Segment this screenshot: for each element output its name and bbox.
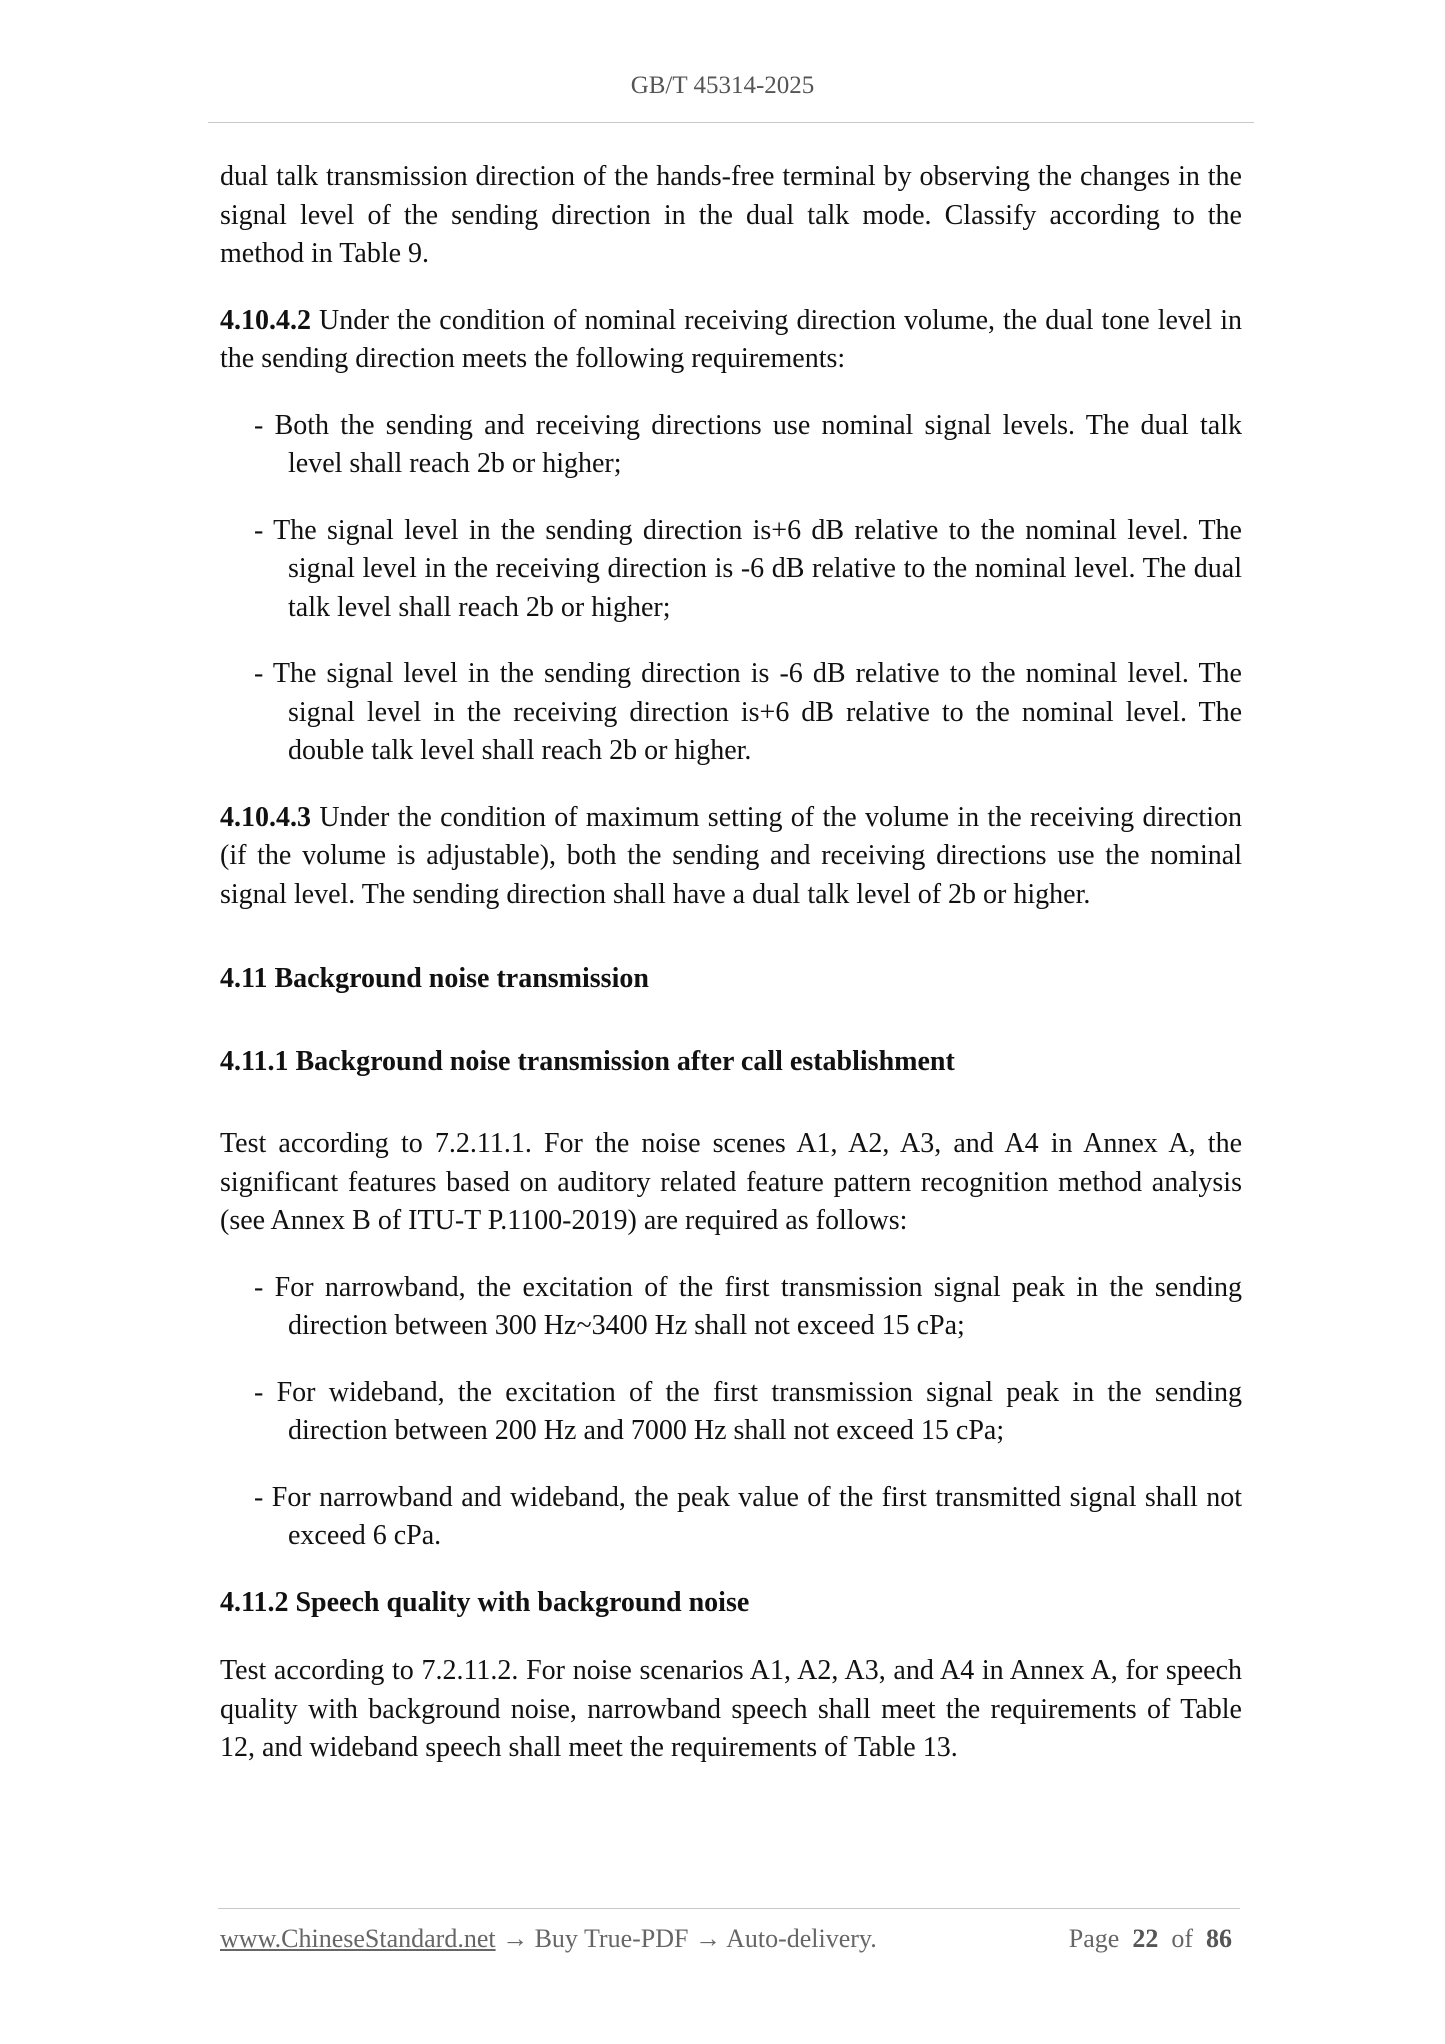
paragraph-4-11-1: Test according to 7.2.11.1. For the noise scenes A1, A2, A3, and A4 in Annex A, the significant features based on auditory related feature pattern recognition method analysis (see Annex B of ITU-T P.1100-2019) are required as follows: <box>220 1128 1242 1236</box>
section-heading-4-11-2: 4.11.2 Speech quality with background noise <box>220 1586 750 1618</box>
clause-text: Under the condition of nominal receiving direction volume, the dual tone level in the sending direction meets the following requirements: <box>220 304 1242 374</box>
page-number: 22 <box>1132 1924 1159 1953</box>
footer-promo <box>220 1924 877 1954</box>
section-heading-4-11: 4.11 Background noise transmission <box>220 963 649 994</box>
clause-number: 4.10.4.3 <box>220 801 311 833</box>
buy-text: Buy True-PDF <box>528 1924 695 1953</box>
list-item: - The signal level in the sending direction is -6 dB relative to the nominal level. The signal level in the receiving direction is+6 dB relative to the nominal level. The double talk level shall reach 2b or higher. <box>254 658 1242 766</box>
arrow-right-icon: → <box>695 1924 721 1953</box>
footer-divider <box>218 1908 1240 1909</box>
paragraph-4-11-2: Test according to 7.2.11.2. For noise scenarios A1, A2, A3, and A4 in Annex A, for speech quality with background noise, narrowband speech shall meet the requirements of Table 12, and wideband speech shall meet the requirements of Table 13. <box>220 1655 1242 1763</box>
arrow-right-icon: → <box>502 1924 529 1953</box>
delivery-text: Auto-delivery. <box>721 1924 877 1953</box>
site-link[interactable]: www.ChineseStandard.net <box>220 1924 496 1953</box>
clause-text: Under the condition of maximum setting of the volume in the receiving direction (if the volume is adjustable), both the sending and receiving directions use the nominal signal level. The sending direction shall have a dual talk level of 2b or higher. <box>220 801 1242 910</box>
clause-number: 4.10.4.2 <box>220 304 311 336</box>
page-indicator <box>1069 1924 1232 1954</box>
section-heading-4-11-1: 4.11.1 Background noise transmission after call establishment <box>220 1045 955 1077</box>
clause-4-10-4-2 <box>220 302 1242 379</box>
list-item: - Both the sending and receiving directions use nominal signal levels. The dual talk level shall reach 2b or higher; <box>254 409 1242 479</box>
document-header: GB/T 45314-2025 <box>630 72 815 99</box>
continued-paragraph: dual talk transmission direction of the hands-free terminal by observing the changes in the signal level of the sending direction in the dual talk mode. Classify according to the method in Table 9. <box>220 161 1242 269</box>
list-item: - For narrowband, the excitation of the first transmission signal peak in the sending direction between 300 Hz~3400 Hz shall not exceed 15 cPa; <box>254 1271 1242 1341</box>
total-pages: 86 <box>1206 1924 1232 1953</box>
list-item: - For wideband, the excitation of the first transmission signal peak in the sending direction between 200 Hz and 7000 Hz shall not exceed 15 cPa; <box>254 1376 1242 1446</box>
of-label: of <box>1171 1924 1193 1953</box>
page-label: Page <box>1068 1924 1120 1953</box>
list-item: - The signal level in the sending direction is+6 dB relative to the nominal level. The signal level in the receiving direction is -6 dB relative to the nominal level. The dual talk level shall reach 2b or higher; <box>254 514 1242 623</box>
header-divider <box>208 122 1254 123</box>
page-footer <box>220 1924 1232 1954</box>
list-item: - For narrowband and wideband, the peak value of the first transmitted signal shall not exceed 6 cPa. <box>254 1481 1242 1551</box>
page-content <box>220 158 1242 1796</box>
clause-4-10-4-3 <box>220 799 1242 915</box>
